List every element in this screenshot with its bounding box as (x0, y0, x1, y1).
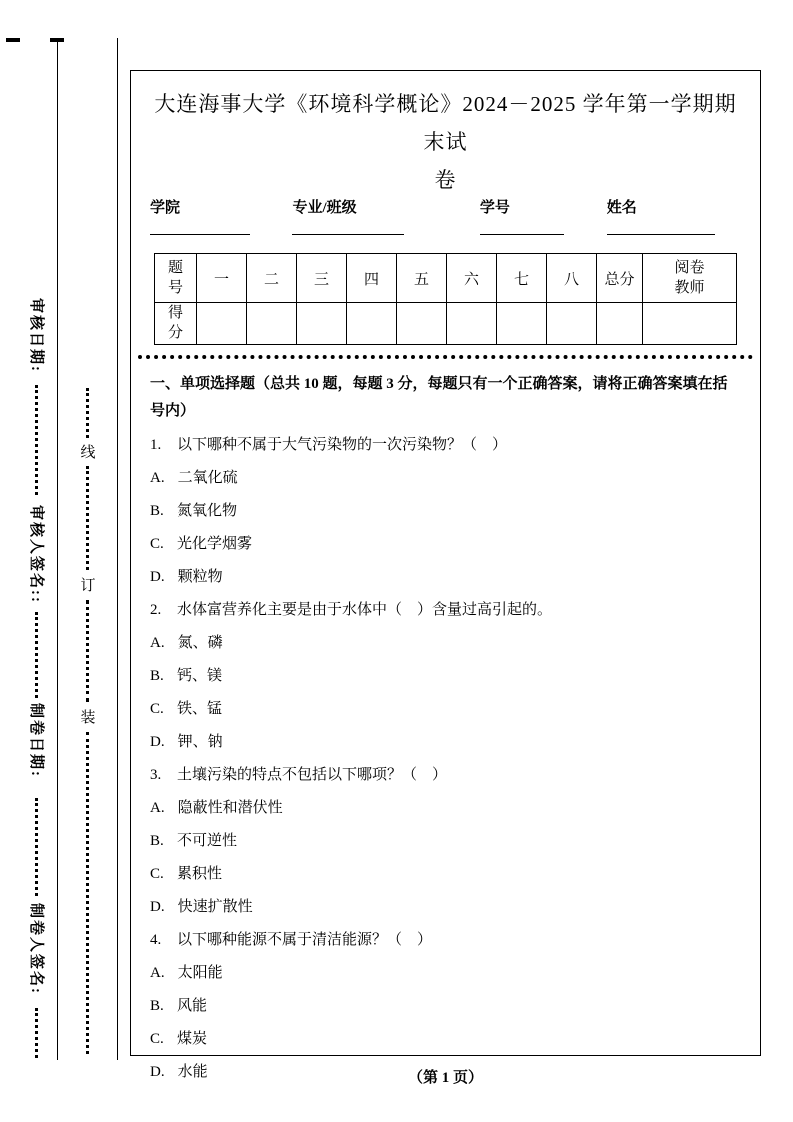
reviewer-signature-label: 审核人签名:: (28, 505, 44, 604)
question-3-option-c (150, 864, 741, 884)
option-label: D. (150, 1063, 165, 1080)
question-text: 以下哪种不属于大气污染物的一次污染物？（ ） (177, 436, 508, 453)
option-label: C. (150, 865, 164, 882)
option-text: 氮氧化物 (177, 502, 238, 519)
option-label: C. (150, 1030, 164, 1047)
question-4-option-c (150, 1029, 741, 1049)
review-date-label: 审核日期: (28, 298, 44, 373)
question-4-option-a (150, 963, 741, 983)
question-number: 1. (150, 436, 162, 453)
question-3 (150, 765, 741, 785)
score-cell (597, 303, 643, 345)
score-cell (297, 303, 347, 345)
option-label: C. (150, 700, 164, 717)
score-table-col-total: 总分 (597, 254, 643, 303)
question-1-option-d (150, 567, 741, 587)
score-table-corner (155, 254, 197, 303)
margin-rule-right (117, 38, 118, 1060)
option-label: B. (150, 667, 164, 684)
field-student-id-label: 学号 (479, 200, 510, 216)
option-text: 隐蔽性和潜伏性 (177, 799, 283, 816)
binding-dotted-line (86, 466, 89, 570)
question-text: 水体富营养化主要是由于水体中（ ）含量过高引起的。 (177, 601, 553, 618)
binding-char-line: 线 (80, 445, 96, 461)
score-cell (447, 303, 497, 345)
field-student-id (480, 196, 591, 235)
score-cell (347, 303, 397, 345)
option-text: 氮、磷 (177, 634, 223, 651)
question-2-option-a (150, 633, 741, 653)
field-name-blank (607, 217, 715, 235)
score-table-col-6: 六 (447, 254, 497, 303)
score-cell (247, 303, 297, 345)
option-text: 太阳能 (177, 964, 223, 981)
question-2-option-c (150, 699, 741, 719)
score-table-col-5: 五 (397, 254, 447, 303)
question-number-label: 题号 (167, 259, 183, 296)
option-label: A. (150, 799, 165, 816)
page-footer: （第 1 页） (407, 1070, 483, 1086)
option-label: B. (150, 997, 164, 1014)
score-table-col-3: 三 (297, 254, 347, 303)
score-cell (197, 303, 247, 345)
option-text: 累积性 (177, 865, 223, 882)
option-text: 不可逆性 (177, 832, 238, 849)
question-3-option-a (150, 798, 741, 818)
student-info-row (150, 200, 741, 235)
section-heading: 一、单项选择题（总共 10 题，每题 3 分，每题只有一个正确答案，请将正确答案填在括号内） (150, 375, 728, 419)
signature-dotted-line (35, 385, 38, 495)
question-4-option-b (150, 996, 741, 1016)
score-cell (643, 303, 737, 345)
crop-mark (6, 38, 20, 42)
field-major-class-label: 专业/班级 (292, 200, 357, 216)
option-label: A. (150, 634, 165, 651)
option-text: 钾、钠 (177, 733, 223, 750)
score-table-header-row (155, 254, 737, 303)
dotted-separator (138, 355, 753, 359)
field-college (150, 196, 276, 235)
binding-dotted-line (86, 388, 89, 438)
score-table-col-7: 七 (497, 254, 547, 303)
paper-date-label: 制卷日期: (28, 703, 44, 778)
question-3-option-d (150, 897, 741, 917)
question-1-option-b (150, 501, 741, 521)
binding-dotted-line (86, 600, 89, 702)
question-2-option-b (150, 666, 741, 686)
question-1-option-c (150, 534, 741, 554)
field-major-class-blank (292, 217, 404, 235)
score-table-score-row (155, 303, 737, 345)
question-1-option-a (150, 468, 741, 488)
score-label: 得分 (167, 305, 183, 342)
option-text: 快速扩散性 (177, 898, 253, 915)
question-2-option-d (150, 732, 741, 752)
score-table-col-8: 八 (547, 254, 597, 303)
field-name-label: 姓名 (606, 200, 637, 216)
option-label: C. (150, 535, 164, 552)
score-cell (497, 303, 547, 345)
margin-rule-left (57, 38, 58, 1060)
option-text: 风能 (177, 997, 208, 1014)
option-text: 二氧化硫 (177, 469, 238, 486)
score-table-col-2: 二 (247, 254, 297, 303)
option-label: D. (150, 568, 165, 585)
score-row-label (155, 303, 197, 345)
option-text: 光化学烟雾 (177, 535, 253, 552)
score-cell (397, 303, 447, 345)
question-number: 4. (150, 931, 162, 948)
binding-dotted-line (86, 732, 89, 1054)
option-text: 煤炭 (177, 1030, 208, 1047)
option-text: 颗粒物 (177, 568, 223, 585)
exam-title-line2: 卷 (434, 168, 457, 192)
question-number: 2. (150, 601, 162, 618)
option-text: 钙、镁 (177, 667, 223, 684)
grader-label: 阅卷教师 (674, 259, 705, 296)
question-number: 3. (150, 766, 162, 783)
option-text: 铁、锰 (177, 700, 223, 717)
field-college-label: 学院 (150, 200, 181, 216)
option-label: B. (150, 832, 164, 849)
score-cell (547, 303, 597, 345)
field-college-blank (150, 217, 250, 235)
field-major-class (292, 196, 463, 235)
question-list (150, 435, 741, 1082)
score-table-col-1: 一 (197, 254, 247, 303)
option-label: B. (150, 502, 164, 519)
score-table (154, 253, 737, 345)
signature-dotted-line (35, 612, 38, 698)
exam-title-line1: 大连海事大学《环境科学概论》2024－2025 学年第一学期期末试 (154, 92, 737, 154)
score-table-grader (643, 254, 737, 303)
question-3-option-b (150, 831, 741, 851)
option-label: D. (150, 898, 165, 915)
question-text: 以下哪种能源不属于清洁能源？（ ） (177, 931, 433, 948)
option-label: A. (150, 964, 165, 981)
question-1 (150, 435, 741, 455)
question-4 (150, 930, 741, 950)
field-name (607, 196, 741, 235)
binding-char-mount: 装 (80, 710, 96, 726)
exam-title (150, 85, 741, 199)
question-text: 土壤污染的特点不包括以下哪项？（ ） (177, 766, 448, 783)
option-text: 水能 (177, 1063, 208, 1080)
score-table-col-4: 四 (347, 254, 397, 303)
option-label: A. (150, 469, 165, 486)
question-2 (150, 600, 741, 620)
paper-maker-signature-label: 制卷人签名: (28, 903, 44, 995)
field-student-id-blank (480, 217, 564, 235)
binding-char-staple: 订 (80, 578, 96, 594)
signature-dotted-line (35, 798, 38, 896)
signature-dotted-line (35, 1008, 38, 1058)
option-label: D. (150, 733, 165, 750)
